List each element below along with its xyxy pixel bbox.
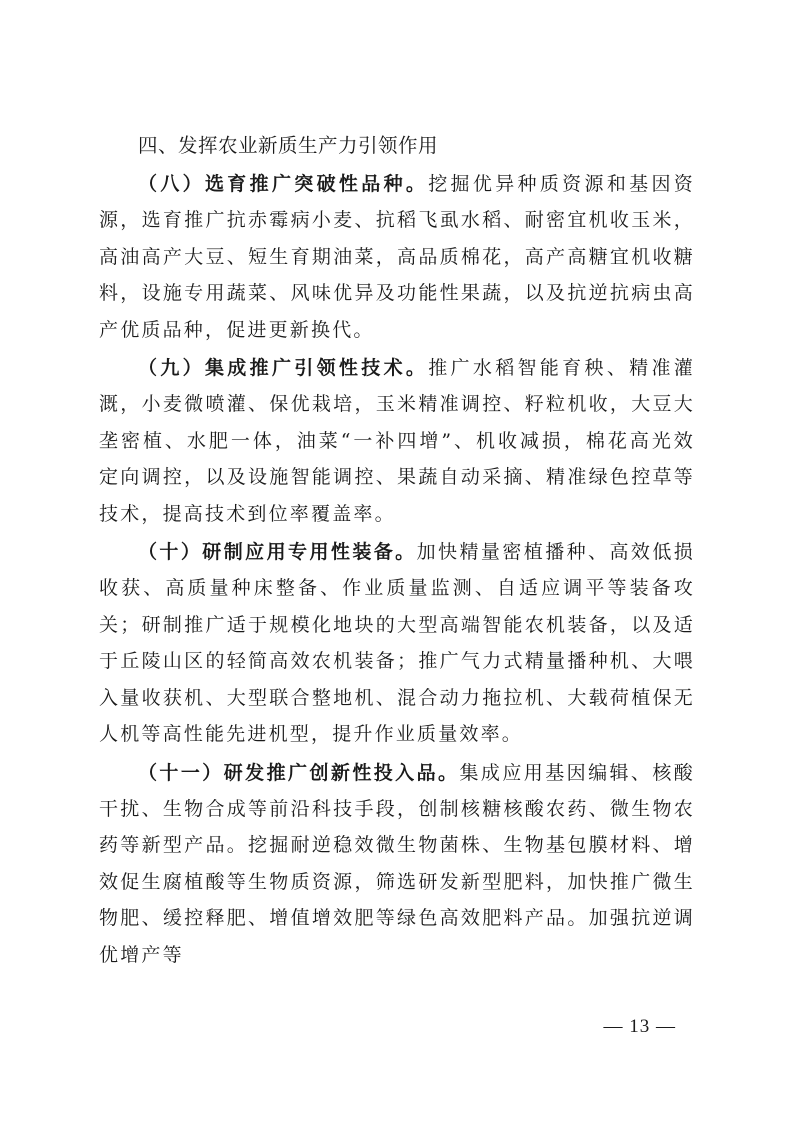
paragraph-10: [99, 534, 695, 752]
paragraph-8-lead: （八）选育推广突破性品种。: [138, 173, 429, 195]
paragraph-11: [99, 755, 695, 973]
paragraph-8-body: 挖掘优异种质资源和基因资源，选育推广抗赤霉病小麦、抗稻飞虱水稻、耐密宜机收玉米，高油高产大豆、短生育期油菜，高品质棉花，高产高糖宜机收糖料，设施专用蔬菜、风味优异及功能性果蔬，以及抗逆抗病虫高产优质品种，促进更新换代。: [99, 173, 695, 341]
paragraph-9: [99, 350, 695, 532]
section-heading: 四、发挥农业新质生产力引领作用: [138, 134, 439, 157]
paragraph-9-body: 推广水稻智能育秧、精准灌溉，小麦微喷灌、保优栽培，玉米精准调控、籽粒机收，大豆大垄密植、水肥一体，油菜“一补四增”、机收减损，棉花高光效定向调控，以及设施智能调控、果蔬自动采摘、精准绿色控草等技术，提高技术到位率覆盖率。: [99, 357, 695, 525]
page-number: — 13 —: [603, 1016, 676, 1037]
document-page: [99, 128, 695, 975]
paragraph-8: [99, 166, 695, 348]
paragraph-11-body: 集成应用基因编辑、核酸干扰、生物合成等前沿科技手段，创制核糖核酸农药、微生物农药等新型产品。挖掘耐逆稳效微生物菌株、生物基包膜材料、增效促生腐植酸等生物质资源，筛选研发新型肥料，加快推广微生物肥、缓控释肥、增值增效肥等绿色高效肥料产品。加强抗逆调优增产等: [99, 761, 695, 966]
paragraph-9-lead: （九）集成推广引领性技术。: [138, 357, 429, 380]
paragraph-10-body: 加快精量密植播种、高效低损收获、高质量种床整备、作业质量监测、自适应调平等装备攻关；研制推广适于规模化地块的大型高端智能农机装备，以及适于丘陵山区的轻简高效农机装备；推广气力式精量播种机、大喂入量收获机、大型联合整地机、混合动力拖拉机、大载荷植保无人机等高性能先进机型，提升作业质量效率。: [99, 541, 695, 746]
paragraph-11-lead: （十一）研发推广创新性投入品。: [138, 761, 460, 784]
paragraph-10-lead: （十）研制应用专用性装备。: [138, 541, 417, 564]
